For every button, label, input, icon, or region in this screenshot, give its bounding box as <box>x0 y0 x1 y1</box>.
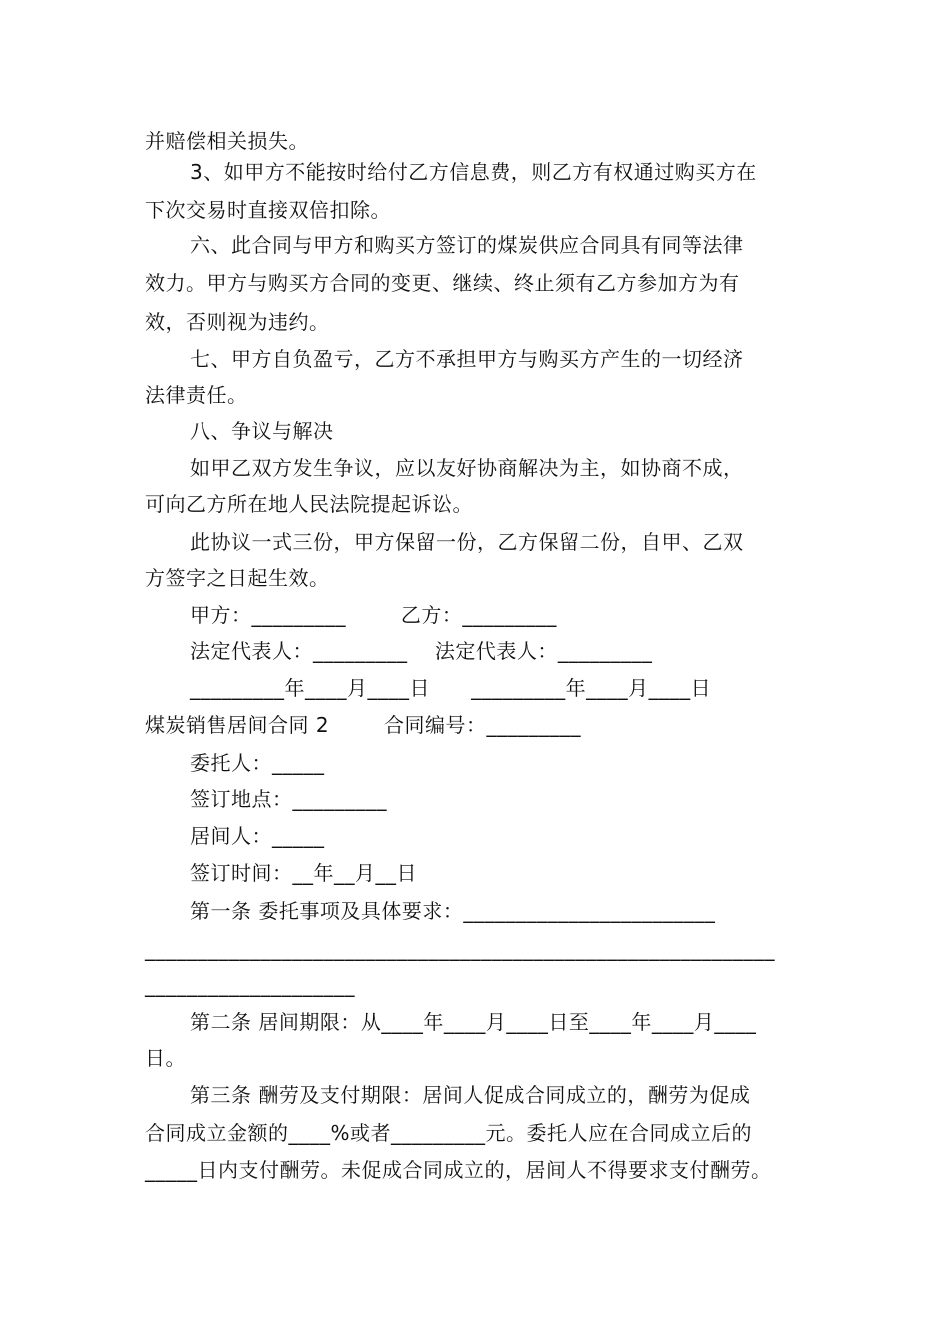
text-line: _____日内支付酬劳。未促成合同成立的，居间人不得要求支付酬劳。 <box>145 1158 772 1182</box>
blank-fill-line: ____________________________________________________________ <box>145 937 775 961</box>
signing-place-field: 签订地点：_________ <box>190 787 387 811</box>
text-line: 此协议一式三份，甲方保留一份，乙方保留二份，自甲、乙双 <box>190 530 744 554</box>
signature-date-line: _________年____月____日 _________年____月____日 <box>190 676 712 700</box>
text-line: 效，否则视为违约。 <box>145 310 330 334</box>
signature-party-line: 甲方：_________ 乙方：_________ <box>190 603 557 627</box>
text-line: 法律责任。 <box>145 383 248 407</box>
section-heading: 八、争议与解决 <box>190 419 334 443</box>
text-line: 下次交易时直接双倍扣除。 <box>145 198 391 222</box>
text-line: 七、甲方自负盈亏，乙方不承担甲方与购买方产生的一切经济 <box>190 347 744 371</box>
blank-fill-line: ____________________ <box>145 973 355 997</box>
text-line: 如甲乙双方发生争议，应以友好协商解决为主，如协商不成， <box>190 456 744 480</box>
signing-time-field: 签订时间：__年__月__日 <box>190 861 417 885</box>
text-line: 日。 <box>145 1046 186 1070</box>
text-line: 可向乙方所在地人民法院提起诉讼。 <box>145 492 473 516</box>
text-line: 六、此合同与甲方和购买方签订的煤炭供应合同具有同等法律 <box>190 233 744 257</box>
clause-three: 第三条 酬劳及支付期限：居间人促成合同成立的，酬劳为促成 <box>190 1083 751 1107</box>
intermediary-field: 居间人：_____ <box>190 824 325 848</box>
text-line: 效力。甲方与购买方合同的变更、继续、终止须有乙方参加方为有 <box>145 271 740 295</box>
clause-one: 第一条 委托事项及具体要求：________________________ <box>190 899 716 923</box>
text-line: 方签字之日起生效。 <box>145 566 330 590</box>
contract-title-line: 煤炭销售居间合同 2 合同编号：_________ <box>145 713 581 737</box>
clause-two: 第二条 居间期限：从____年____月____日至____年____月____ <box>190 1010 757 1034</box>
text-line: 合同成立金额的____%或者_________元。委托人应在合同成立后的 <box>145 1121 753 1145</box>
text-line: 并赔偿相关损失。 <box>145 129 309 153</box>
client-field: 委托人：_____ <box>190 751 325 775</box>
signature-representative-line: 法定代表人：_________ 法定代表人：_________ <box>190 639 653 663</box>
text-line: 3、如甲方不能按时给付乙方信息费，则乙方有权通过购买方在 <box>190 160 757 184</box>
